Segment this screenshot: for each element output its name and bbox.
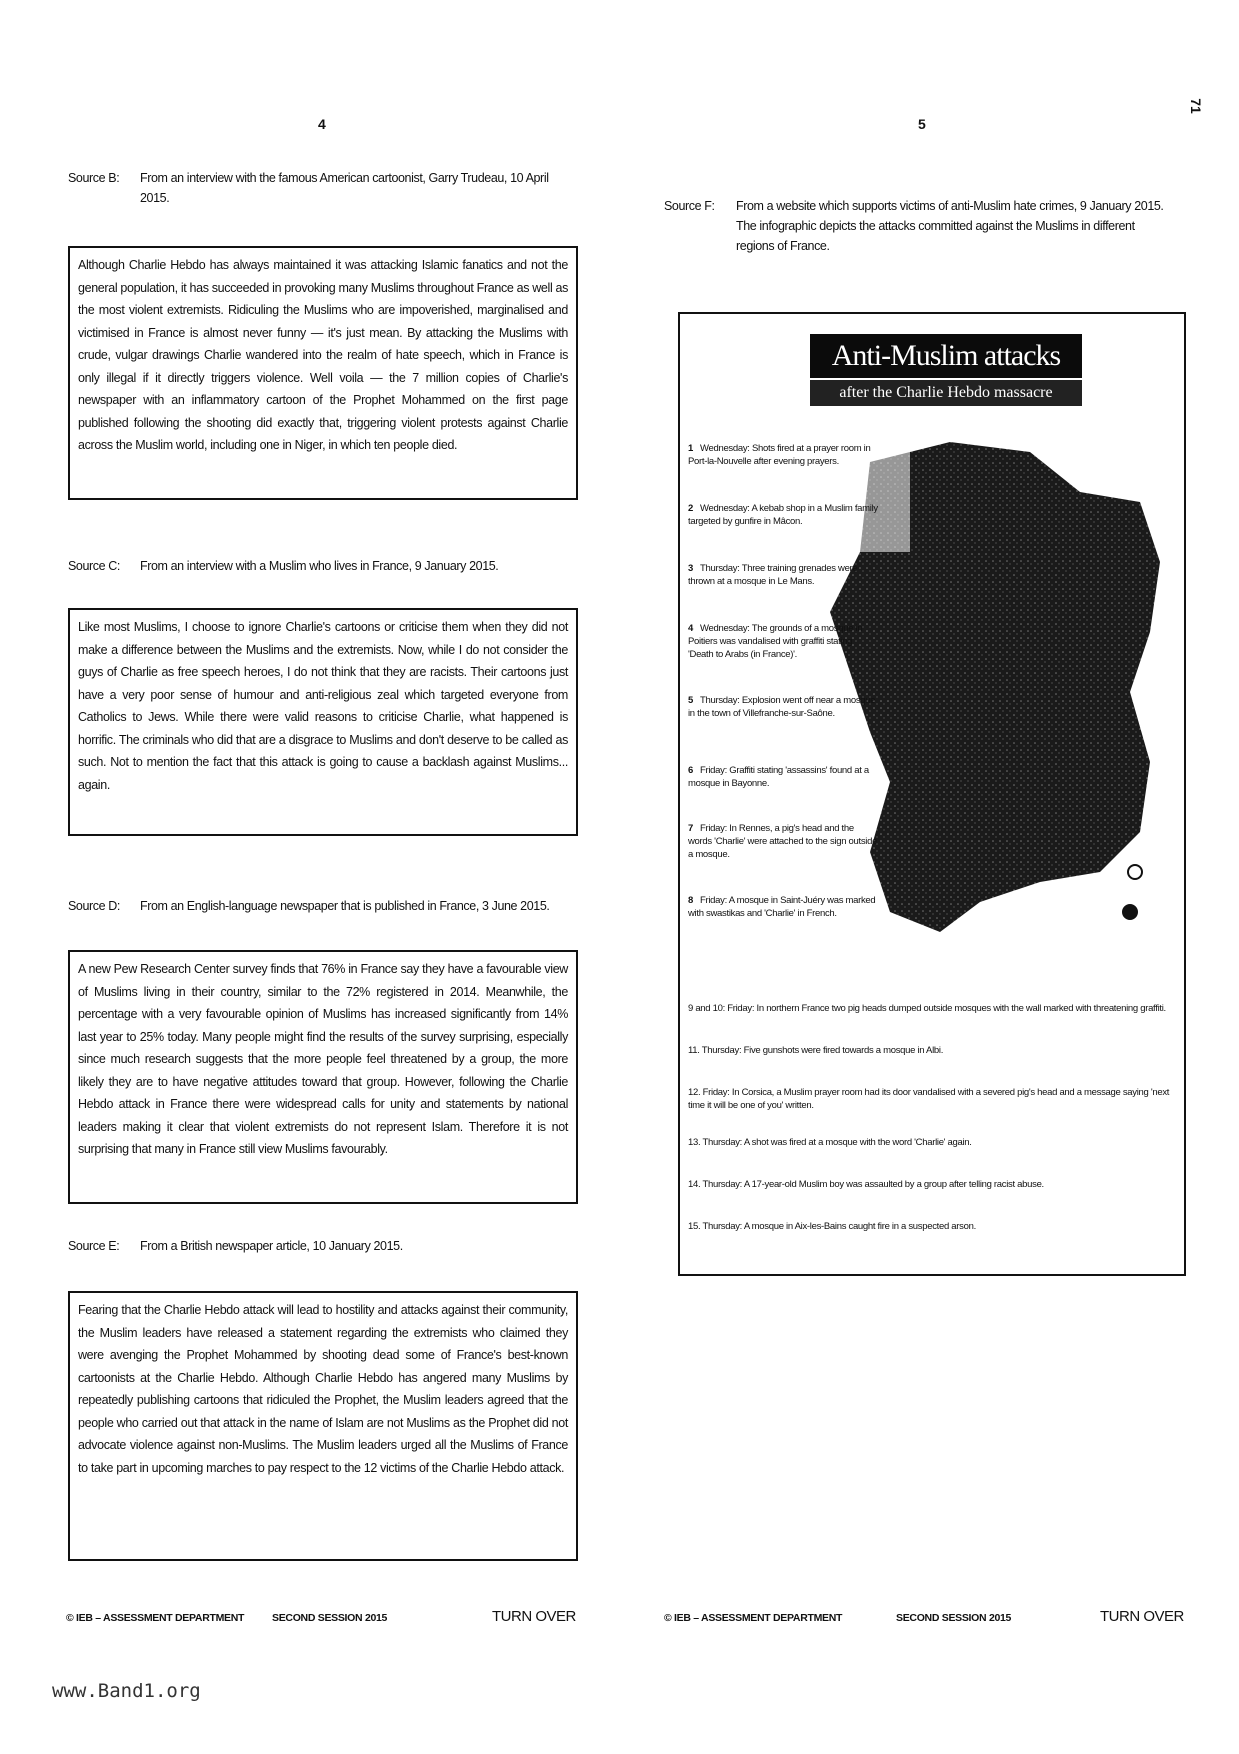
note-item: 11. Thursday: Five gunshots were fired towards a mosque in Albi. [688, 1045, 944, 1056]
legend-text: Friday: Graffiti stating 'assassins' found at a mosque in Bayonne. [688, 765, 869, 789]
source-c-box: Like most Muslims, I choose to ignore Charlie's cartoons or criticise them when they did not make a difference between the Muslims and the extremists. Now, while I do not consider the guys of Charlie as free speech heroes, I do not think that they are racists. Their cartoons just have a very poor sense of humour and anti-religious zeal which targeted everyone from Catholics to Jews. While there were valid reasons to criticise Charlie, what happened is horrific. The criminals who did that are a disgrace to Muslims and don't deserve to be called as such. Not to mention the fact that this attack is going to cause a backlash against Muslims... again. [68, 608, 578, 836]
watermark-url: www.Band1.org [52, 1680, 201, 1702]
legend-number: 7 [688, 823, 693, 834]
legend-number: 2 [688, 503, 693, 514]
legend-item [688, 562, 878, 622]
source-label: Source E: [68, 1239, 120, 1253]
source-caption-text: From a website which supports victims of anti-Muslim hate crimes, 9 January 2015. The infographic depicts the attacks committed against the Muslims in different regions of France. [736, 199, 1164, 253]
legend-number: 8 [688, 895, 693, 906]
legend-text: Friday: A mosque in Saint-Juéry was marked with swastikas and 'Charlie' in French. [688, 895, 876, 919]
footer-left-turn-over: TURN OVER [492, 1608, 576, 1625]
footer-left-org: © IEB – ASSESSMENT DEPARTMENT [66, 1612, 245, 1624]
source-d-box: A new Pew Research Center survey finds that 76% in France say they have a favourable view of Muslims living in their country, similar to the 72% registered in 2014. Meanwhile, the percentage with a very favourable opinion of Muslims has increased significantly from 14% last year to 25% today. Many people might find the results of the survey surprising, especially since much research suggests that the more people feel threatened by a group, the more likely they are to have negative attitudes toward that group. However, following the Charlie Hebdo attack in France there were widespread calls for unity and statements by national leaders making it clear that violent extremists do not represent Islam. Therefore it is not surprising that many in France still view Muslims favourably. [68, 950, 578, 1204]
legend-number: 1 [688, 443, 693, 454]
footer-right-org: © IEB – ASSESSMENT DEPARTMENT [664, 1612, 843, 1624]
france-map [830, 432, 1170, 952]
source-label: Source D: [68, 899, 120, 913]
note-item: 14. Thursday: A 17-year-old Muslim boy was assaulted by a group after telling racist abuse. [688, 1179, 1044, 1190]
note-item: 12. Friday: In Corsica, a Muslim prayer room had its door vandalised with a severed pig's head and a message saying 'next time it will be one of you' written. [688, 1087, 1170, 1111]
source-label: Source F: [664, 199, 715, 213]
map-marker [1128, 865, 1142, 879]
source-f-caption [664, 196, 1184, 256]
source-e-box: Fearing that the Charlie Hebdo attack will lead to hostility and attacks against their community, the Muslim leaders have released a statement regarding the extremists who claimed they were avenging the Prophet Mohammed by shooting dead some of France's best-known cartoonists at the Charlie Hebdo. Although Charlie Hebdo has angered many Muslims by repeatedly publishing cartoons that ridiculed the Prophet, the Muslim leaders agreed that the people who carried out that attack in the name of Islam are not Muslims as the Prophet did not advocate violence against non-Muslims. The Muslim leaders urged all the Muslims of France to take part in upcoming marches to pay respect to the 12 victims of the Charlie Hebdo attack. [68, 1291, 578, 1561]
legend-text: Friday: In Rennes, a pig's head and the words 'Charlie' were attached to the sign outside a mosque. [688, 823, 878, 860]
legend-text: Wednesday: The grounds of a mosque in Poitiers was vandalised with graffiti stating 'Death to Arabs (in France)'. [688, 623, 863, 660]
footer-right-turn-over: TURN OVER [1100, 1608, 1184, 1625]
legend-item [688, 502, 878, 562]
source-b-box: Although Charlie Hebdo has always maintained it was attacking Islamic fanatics and not the general population, it has succeeded in provoking many Muslims throughout France as well as the most violent extremists. Ridiculing the Muslims who are impoverished, marginalised and victimised in France is almost never funny — it's just mean. By attacking the Muslims with crude, vulgar drawings Charlie wandered into the realm of hate speech, which in France is only illegal if it directly triggers violence. Well voila — the 7 million copies of Charlie's newspaper with an inflammatory cartoon of the Prophet Mohammed on the first page published following the shooting did exactly that, triggering violent protests against Charlie across the Muslim world, including one in Niger, in which ten people died. [68, 246, 578, 500]
source-caption-text: From an interview with a Muslim who lives in France, 9 January 2015. [140, 559, 499, 573]
legend-number: 3 [688, 563, 693, 574]
legend-item [688, 442, 878, 502]
legend-text: Thursday: Explosion went off near a mosque in the town of Villefranche-sur-Saône. [688, 695, 876, 719]
legend-item [688, 764, 878, 822]
note-item: 15. Thursday: A mosque in Aix-les-Bains caught fire in a suspected arson. [688, 1221, 976, 1232]
source-b-caption [68, 168, 588, 208]
footer-right-session: SECOND SESSION 2015 [896, 1612, 1012, 1624]
source-c-caption [68, 556, 588, 576]
footer-left-session: SECOND SESSION 2015 [272, 1612, 388, 1624]
attack-notes [688, 1002, 1178, 1250]
legend-item [688, 622, 878, 694]
page-number-left: 4 [318, 116, 326, 132]
attack-legend [688, 442, 878, 944]
legend-text: Wednesday: Shots fired at a prayer room in Port-la-Nouvelle after evening prayers. [688, 443, 871, 467]
source-label: Source C: [68, 559, 120, 573]
source-caption-text: From an interview with the famous American cartoonist, Garry Trudeau, 10 April 2015. [140, 171, 549, 205]
legend-item [688, 694, 878, 764]
legend-number: 6 [688, 765, 693, 776]
infographic-subtitle: after the Charlie Hebdo massacre [810, 378, 1082, 406]
legend-number: 5 [688, 695, 693, 706]
note-item: 13. Thursday: A shot was fired at a mosque with the word 'Charlie' again. [688, 1137, 972, 1148]
source-d-caption [68, 896, 588, 916]
infographic-title: Anti-Muslim attacks [831, 339, 1061, 372]
legend-text: Thursday: Three training grenades were thrown at a mosque in Le Mans. [688, 563, 858, 587]
note-item: 9 and 10: Friday: In northern France two pig heads dumped outside mosques with the wall marked with threatening graffiti. [688, 1003, 1166, 1014]
source-caption-text: From an English-language newspaper that is published in France, 3 June 2015. [140, 899, 550, 913]
source-caption-text: From a British newspaper article, 10 January 2015. [140, 1239, 403, 1253]
infographic-title-block [810, 334, 1082, 406]
margin-mark: 71 [1187, 98, 1204, 114]
legend-item [688, 822, 878, 894]
infographic-frame [678, 312, 1186, 1276]
legend-text: Wednesday: A kebab shop in a Muslim family targeted by gunfire in Mâcon. [688, 503, 878, 527]
map-marker [1121, 903, 1139, 921]
page-number-right: 5 [918, 116, 926, 132]
legend-item [688, 894, 878, 944]
source-e-caption [68, 1236, 588, 1256]
legend-number: 4 [688, 623, 693, 634]
source-label: Source B: [68, 171, 120, 185]
